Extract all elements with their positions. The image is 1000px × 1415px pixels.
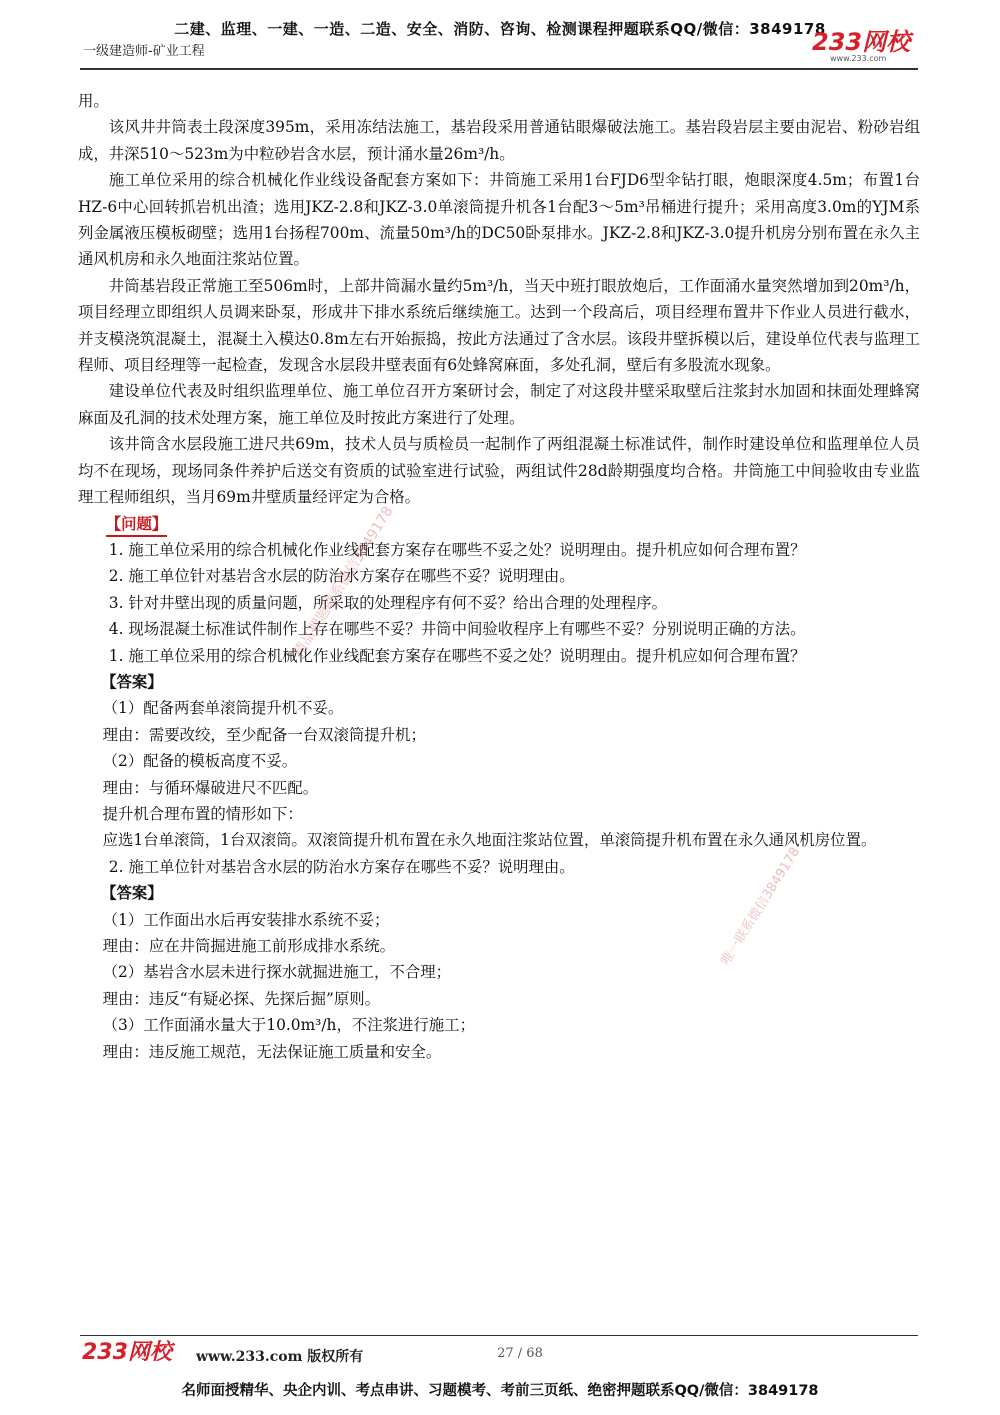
answer-line: （1）配备两套单滚筒提升机不妥。	[102, 699, 344, 718]
answer-line: 提升机合理布置的情形如下：	[102, 804, 303, 823]
answer-line: （2）配备的模板高度不妥。	[102, 752, 298, 771]
answer-question: 1. 施工单位采用的综合机械化作业线配套方案存在哪些不妥之处？说明理由。提升机应如何合理布置？	[108, 646, 806, 665]
footer-copyright: www.233.com 版权所有	[196, 1349, 364, 1365]
answer-line: （2）基岩含水层未进行探水就掘进施工，不合理；	[102, 963, 452, 982]
answer-heading: 【答案】	[101, 672, 163, 691]
answer-line: 理由：违反施工规范，无法保证施工质量和安全。	[102, 1042, 442, 1061]
footer-divider	[80, 1335, 918, 1336]
header-logo-url: www.233.com	[830, 54, 887, 63]
footer-logo: 233网校	[82, 1340, 172, 1365]
question-item: 3. 针对井壁出现的质量问题，所采取的处理程序有何不妥？给出合理的处理程序。	[108, 593, 668, 612]
page-content	[78, 88, 920, 1065]
answer-line: 理由：应在井筒掘进施工前形成排水系统。	[102, 937, 396, 955]
answer-heading: 【答案】	[101, 884, 163, 903]
header-divider	[80, 68, 918, 70]
paragraph: 用。	[78, 92, 109, 110]
questions-heading: 【问题】	[106, 513, 168, 537]
paragraph: 建设单位代表及时组织监理单位、施工单位召开方案研讨会，制定了对这段井壁采取壁后注浆封水加固和抹面处理蜂窝麻面及孔洞的技术处理方案，施工单位及时按此方案进行了处理。	[78, 382, 920, 427]
answer-line: （3）工作面涌水量大于10.0m³/h，不注浆进行施工；	[102, 1016, 475, 1035]
paragraph: 施工单位采用的综合机械化作业线设备配套方案如下：井筒施工采用1台FJD6型伞钻打眼，炮眼深度4.5m；布置1台HZ-6中心回转抓岩机出渣；选用JKZ-2.8和JKZ-3.0单滚筒提升机各1台配3～5m³吊桶进行提升；采用高度3.0m的YJM系列金属液压模板砌壁；选用1台扬程700m、流量50m³/h的DC50卧泵排水。JKZ-2.8和JKZ-3.0提升机房分别布置在永久主通风机房和永久地面注浆站位置。	[78, 171, 920, 269]
question-item: 4. 现场混凝土标准试件制作上存在哪些不妥？井筒中间验收程序上有哪些不妥？分别说明正确的方法。	[108, 620, 806, 639]
answer-line: 理由：违反“有疑必探、先探后掘”原则。	[102, 989, 381, 1008]
question-item: 1. 施工单位采用的综合机械化作业线配套方案存在哪些不妥之处？说明理由。提升机应如何合理布置？	[108, 540, 806, 559]
watermark: 精品押题联系微信3849178	[290, 503, 397, 661]
answer-line: 理由：与循环爆破进尺不匹配。	[102, 778, 319, 797]
answer-line: 应选1台单滚筒，1台双滚筒。双滚筒提升机布置在永久地面注浆站位置，单滚筒提升机布置在永久通风机房位置。	[102, 831, 877, 850]
questions-heading-line	[78, 511, 920, 537]
header-logo: 233网校	[812, 28, 911, 56]
paragraph: 该井筒含水层段施工进尺共69m，技术人员与质检员一起制作了两组混凝土标准试件，制作时建设单位和监理单位人员均不在现场，现场同条件养护后送交有资质的试验室进行试验，两组试件28d龄期强度均合格。井筒施工中间验收由专业监理工程师组织，当月69m井壁质量经评定为合格。	[78, 435, 920, 507]
answer-line: 理由：需要改绞，至少配备一台双滚筒提升机；	[102, 725, 426, 744]
answer-line: （1）工作面出水后再安装排水系统不妥；	[102, 910, 390, 929]
question-item: 2. 施工单位针对基岩含水层的防治水方案存在哪些不妥？说明理由。	[108, 567, 575, 586]
header-banner: 二建、监理、一建、一造、二造、安全、消防、咨询、检测课程押题联系QQ/微信：3849178	[174, 20, 826, 38]
watermark: 唯一联系微信3849178	[718, 844, 804, 969]
answer-question: 2. 施工单位针对基岩含水层的防治水方案存在哪些不妥？说明理由。	[108, 857, 575, 876]
footer-banner: 名师面授精华、央企内训、考点串讲、习题模考、考前三页纸、绝密押题联系QQ/微信：3849178	[181, 1383, 819, 1399]
paragraph: 井筒基岩段正常施工至506m时，上部井筒漏水量约5m³/h，当天中班打眼放炮后，工作面涌水量突然增加到20m³/h，项目经理立即组织人员调来卧泵，形成井下排水系统后继续施工。达到一个段高后，项目经理布置井下作业人员进行截水，并支模浇筑混凝土，混凝土入模达0.8m左右开始振捣，按此方法通过了含水层。该段井壁拆模以后，建设单位代表与监理工程师、项目经理等一起检查，发现含水层段井壁表面有6处蜂窝麻面，多处孔洞，壁后有多股流水现象。	[78, 276, 920, 375]
header-subtitle: 一级建造师-矿业工程	[83, 44, 205, 59]
paragraph: 该风井井筒表土段深度395m，采用冻结法施工，基岩段采用普通钻眼爆破法施工。基岩段岩层主要由泥岩、粉砂岩组成，井深510～523m为中粒砂岩含水层，预计涌水量26m³/h。	[78, 118, 920, 163]
page-number: 27 / 68	[497, 1346, 543, 1361]
